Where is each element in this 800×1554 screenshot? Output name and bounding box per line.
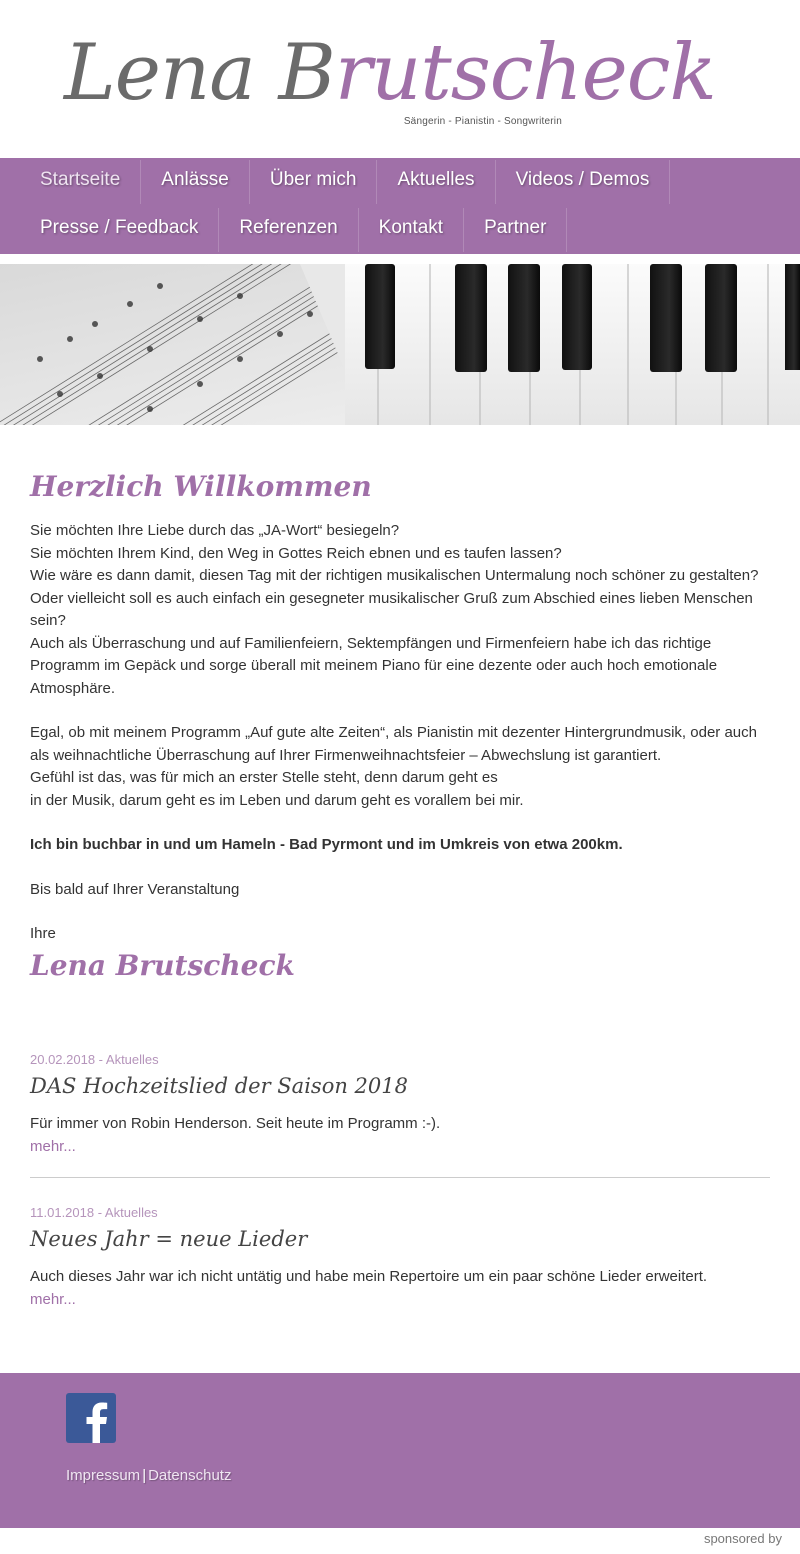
welcome-line: Sie möchten Ihrem Kind, den Weg in Gottes Reich ebnen und es taufen lassen? [30,544,562,562]
datenschutz-link[interactable]: Datenschutz [148,1467,232,1484]
signature: Lena Brutscheck [30,948,295,982]
nav-item-presse-feedback[interactable]: Presse / Feedback [20,208,219,252]
news-text: Für immer von Robin Henderson. Seit heute im Programm :-). [30,1115,441,1132]
welcome-line: Oder vielleicht soll es auch einfach ein gesegneter musikalischer Gruß zum Abschied eines lieben Menschen sein? [30,589,753,629]
bookable-notice: Ich bin buchbar in und um Hameln - Bad Pyrmont und im Umkreis von etwa 200km. [30,836,623,853]
nav-item-aktuelles[interactable]: Aktuelles [377,160,495,204]
news-title[interactable]: Neues Jahr = neue Lieder [30,1227,308,1251]
main-navigation [0,158,800,254]
news-divider [30,1177,770,1178]
welcome-line: Sie möchten Ihre Liebe durch das „JA-Wort“ besiegeln? [30,522,400,539]
footer-link-separator: | [142,1467,147,1484]
logo-wordmark [64,18,716,128]
sponsored-by-text: sponsored by [703,1531,782,1546]
nav-item-referenzen[interactable]: Referenzen [219,208,358,252]
news-text: Auch dieses Jahr war ich nicht untätig und habe mein Repertoire um ein paar schöne Lieder erweitert. [30,1268,708,1285]
welcome-text [30,520,770,946]
nav-item-ueber-mich[interactable]: Über mich [250,160,378,204]
nav-item-partner[interactable]: Partner [464,208,567,252]
news-more-link[interactable]: mehr... [30,1138,76,1155]
logo-last-name: rutscheck [334,28,716,118]
news-meta: 20.02.2018 - Aktuelles [30,1052,159,1067]
news-item [30,1051,770,1158]
banner-image-piano-sheet-music [0,264,800,425]
logo-last-initial: B [278,28,335,118]
site-header [0,0,800,158]
closing-text: Bis bald auf Ihrer Veranstaltung [30,880,240,898]
nav-row-1 [20,160,670,204]
footer-links [66,1467,231,1484]
site-footer [0,1373,800,1528]
news-meta: 11.01.2018 - Aktuelles [30,1205,158,1220]
nav-item-anlaesse[interactable]: Anlässe [141,160,250,204]
nav-item-kontakt[interactable]: Kontakt [359,208,464,252]
welcome-line: Auch als Überraschung und auf Familienfeiern, Sektempfängen und Firmenfeiern habe ich das richtige Programm im Gepäck und sorge überall mit meinem Piano für eine dezente oder auch hoch emotionale Atmosphäre. [30,634,718,697]
logo-first-name: Lena [64,28,255,118]
piano-sheet-music-illustration [0,264,800,425]
nav-item-videos-demos[interactable]: Videos / Demos [496,160,671,204]
welcome-heading: Herzlich Willkommen [30,470,372,503]
news-more-link[interactable]: mehr... [30,1291,76,1308]
logo-tagline: Sängerin - Pianistin - Songwriterin [403,116,562,127]
site-logo[interactable] [64,18,716,138]
welcome-line: Wie wäre es dann damit, diesen Tag mit der richtigen musikalischen Untermalung noch schöner zu gestalten? [30,567,759,584]
nav-row-2 [20,208,567,252]
facebook-logo-icon [66,1393,116,1443]
welcome-paragraph: in der Musik, darum geht es im Leben und darum geht es vorallem bei mir. [30,791,524,809]
impressum-link[interactable]: Impressum [66,1467,141,1484]
welcome-paragraph: Egal, ob mit meinem Programm „Auf gute alte Zeiten“, als Pianistin mit dezenter Hintergrundmusik, oder auch als weihnachtliche Überraschung auf Ihrer Firmenweihnachtsfeier – Abwechslung ist garantiert. [30,724,757,764]
news-title[interactable]: DAS Hochzeitslied der Saison 2018 [30,1074,408,1098]
welcome-paragraph: Gefühl ist das, was für mich an erster Stelle steht, denn darum geht es [30,769,498,786]
main-content [30,465,770,986]
facebook-icon[interactable] [66,1393,116,1443]
regards-text: Ihre [30,925,56,942]
news-item [30,1204,770,1311]
nav-item-startseite[interactable]: Startseite [20,160,141,204]
